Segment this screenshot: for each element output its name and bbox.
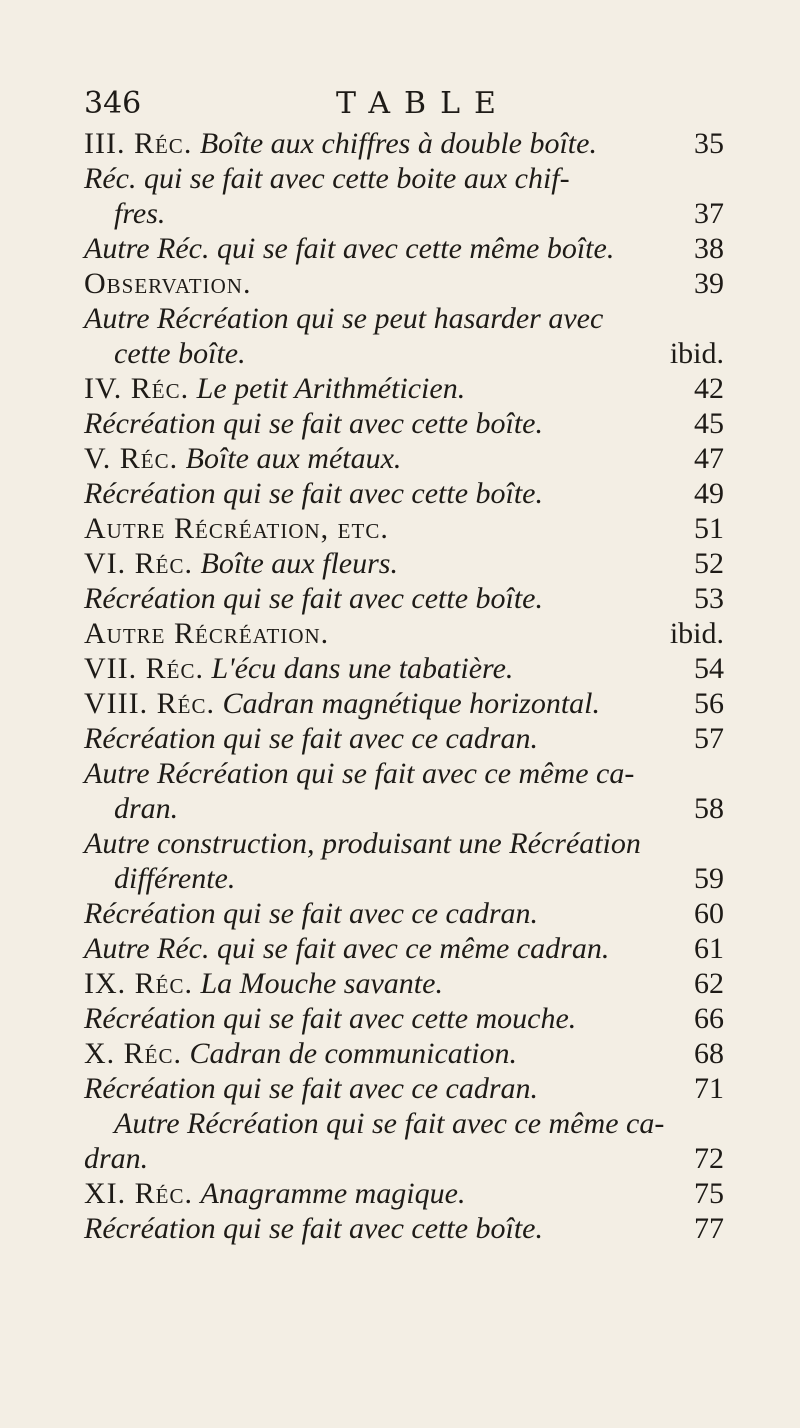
- entry-page-number: 51: [694, 512, 724, 545]
- entry-page-number: 62: [694, 967, 724, 1000]
- entry-page-number: 66: [694, 1002, 724, 1035]
- entry-page-number: ibid.: [669, 337, 724, 370]
- entry-page-number: 59: [694, 862, 724, 895]
- entry-title: Autre Réc. qui se fait avec ce même cadran.: [84, 932, 610, 965]
- entry-label: IX. Réc.: [84, 967, 193, 1000]
- page-title: TABLE: [336, 86, 510, 121]
- entry-page-number: 68: [694, 1037, 724, 1070]
- entry-label: VIII. Réc.: [84, 687, 215, 720]
- entry-title: dran.: [84, 1142, 149, 1175]
- toc-entry: [84, 686, 724, 721]
- toc-entry: [84, 231, 724, 266]
- entry-title: Autre Réc. qui se fait avec cette même boîte.: [84, 232, 615, 265]
- entry-title: dran.: [114, 792, 179, 825]
- entry-label: X. Réc.: [84, 1037, 183, 1070]
- entry-title: Autre Récréation qui se fait avec ce même ca-: [114, 1107, 665, 1140]
- page-header: [84, 86, 724, 126]
- toc-entry: [84, 1141, 724, 1176]
- entry-page-number: 45: [694, 407, 724, 440]
- entry-title: Boîte aux chiffres à double boîte.: [199, 127, 597, 160]
- entry-title: différente.: [114, 862, 236, 895]
- entry-label: IV. Réc.: [84, 372, 190, 405]
- toc-entry: [84, 966, 724, 1001]
- entry-page-number: 52: [694, 547, 724, 580]
- entry-page-number: 71: [694, 1072, 724, 1105]
- entry-label: Autre Récréation, etc.: [84, 512, 389, 545]
- entry-title: Récréation qui se fait avec cette boîte.: [84, 477, 543, 510]
- entry-page-number: 56: [694, 687, 724, 720]
- toc-entry: [84, 616, 724, 651]
- entry-label: VI. Réc.: [84, 547, 193, 580]
- entry-page-number: 37: [694, 197, 724, 230]
- entry-title: cette boîte.: [114, 337, 246, 370]
- entry-page-number: 39: [694, 267, 724, 300]
- toc-entry: [84, 161, 724, 196]
- entry-page-number: ibid.: [669, 617, 724, 650]
- entry-label: XI. Réc.: [84, 1177, 193, 1210]
- entry-page-number: 72: [694, 1142, 724, 1175]
- entry-page-number: 53: [694, 582, 724, 615]
- entry-title: Autre construction, produisant une Récréation: [84, 827, 641, 860]
- toc-entry: [84, 1176, 724, 1211]
- page-number: 346: [84, 86, 142, 121]
- toc-entry: [84, 441, 724, 476]
- entry-page-number: 75: [694, 1177, 724, 1210]
- toc-entry: [84, 1211, 724, 1246]
- entry-title: Autre Récréation qui se peut hasarder avec: [84, 302, 604, 335]
- entry-label: V. Réc.: [84, 442, 179, 475]
- entry-title: Le petit Arithméticien.: [196, 372, 466, 405]
- toc-entry: [84, 1001, 724, 1036]
- entry-label: Observation.: [84, 267, 252, 300]
- toc-entry: [84, 896, 724, 931]
- entry-page-number: 42: [694, 372, 724, 405]
- entry-title: Récréation qui se fait avec cette boîte.: [84, 582, 543, 615]
- toc-entry: [84, 1106, 724, 1141]
- entry-page-number: 49: [694, 477, 724, 510]
- entry-page-number: 47: [694, 442, 724, 475]
- entry-title: Cadran magnétique horizontal.: [222, 687, 600, 720]
- entry-page-number: 58: [694, 792, 724, 825]
- entry-title: Cadran de communication.: [189, 1037, 517, 1070]
- table-of-contents: [84, 126, 724, 1246]
- toc-entry: [84, 1071, 724, 1106]
- toc-entry: [84, 406, 724, 441]
- toc-entry: [84, 791, 724, 826]
- toc-entry: [84, 301, 724, 336]
- entry-label: III. Réc.: [84, 127, 193, 160]
- toc-entry: [84, 511, 724, 546]
- entry-page-number: 38: [694, 232, 724, 265]
- entry-label: VII. Réc.: [84, 652, 204, 685]
- entry-title: L'écu dans une tabatière.: [211, 652, 514, 685]
- entry-page-number: 54: [694, 652, 724, 685]
- toc-entry: [84, 651, 724, 686]
- toc-entry: [84, 756, 724, 791]
- entry-title: Récréation qui se fait avec ce cadran.: [84, 1072, 539, 1105]
- entry-title: Récréation qui se fait avec cette boîte.: [84, 407, 543, 440]
- entry-page-number: 77: [694, 1212, 724, 1245]
- entry-page-number: 57: [694, 722, 724, 755]
- entry-page-number: 60: [694, 897, 724, 930]
- toc-entry: [84, 196, 724, 231]
- entry-title: fres.: [114, 197, 166, 230]
- toc-entry: [84, 931, 724, 966]
- toc-entry: [84, 546, 724, 581]
- entry-title: Boîte aux fleurs.: [200, 547, 398, 580]
- entry-title: Récréation qui se fait avec cette boîte.: [84, 1212, 543, 1245]
- toc-entry: [84, 581, 724, 616]
- toc-entry: [84, 476, 724, 511]
- toc-entry: [84, 266, 724, 301]
- toc-entry: [84, 336, 724, 371]
- toc-entry: [84, 826, 724, 861]
- toc-entry: [84, 126, 724, 161]
- entry-title: La Mouche savante.: [200, 967, 443, 1000]
- entry-title: Réc. qui se fait avec cette boite aux chif-: [84, 162, 570, 195]
- toc-entry: [84, 1036, 724, 1071]
- entry-title: Récréation qui se fait avec ce cadran.: [84, 722, 539, 755]
- entry-page-number: 61: [694, 932, 724, 965]
- entry-title: Autre Récréation qui se fait avec ce même ca-: [84, 757, 635, 790]
- entry-page-number: 35: [694, 127, 724, 160]
- entry-label: Autre Récréation.: [84, 617, 330, 650]
- toc-entry: [84, 721, 724, 756]
- entry-title: Boîte aux métaux.: [185, 442, 402, 475]
- entry-title: Récréation qui se fait avec ce cadran.: [84, 897, 539, 930]
- entry-title: Récréation qui se fait avec cette mouche.: [84, 1002, 577, 1035]
- toc-entry: [84, 861, 724, 896]
- entry-title: Anagramme magique.: [200, 1177, 466, 1210]
- toc-entry: [84, 371, 724, 406]
